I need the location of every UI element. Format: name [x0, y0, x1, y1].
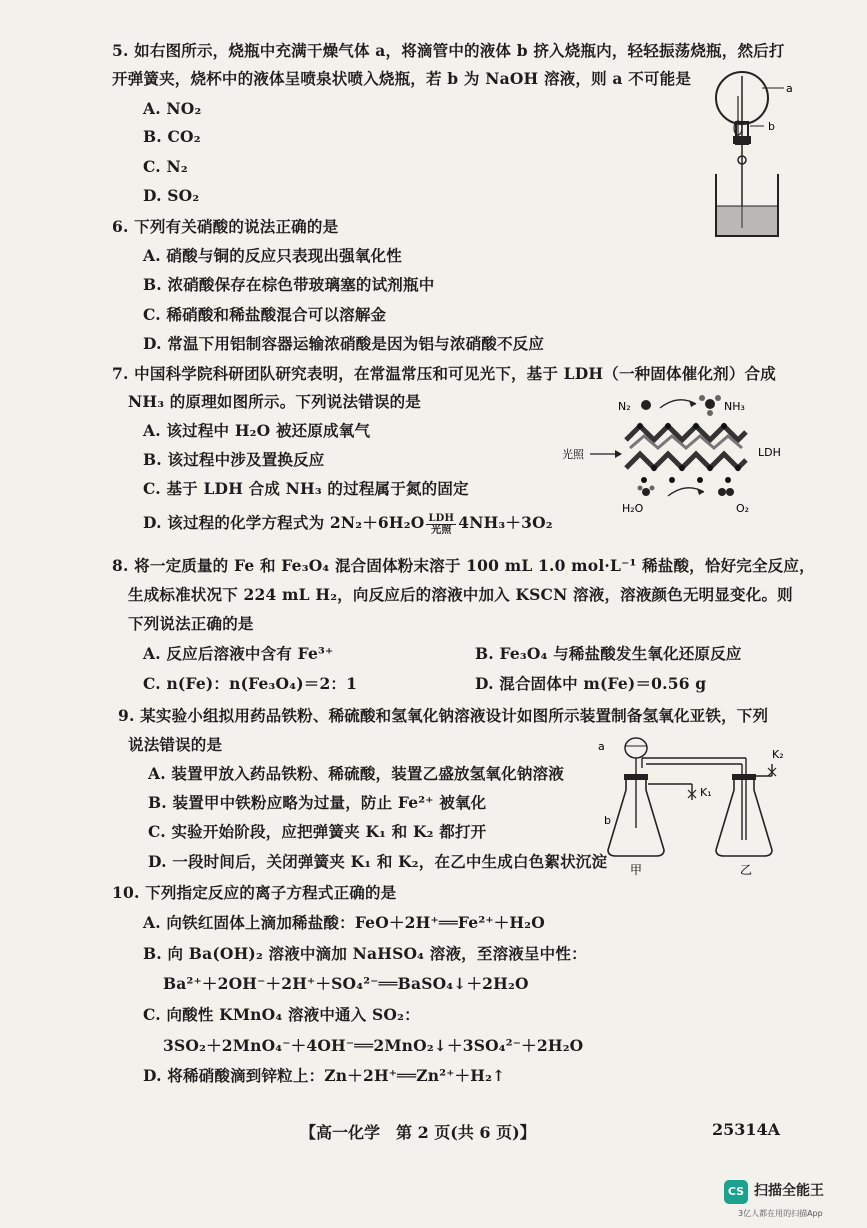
scanner-watermark	[722, 1178, 862, 1224]
q10-option-d: D. 将稀硝酸滴到锌粒上：Zn＋2H⁺══Zn²⁺＋H₂↑	[143, 1066, 506, 1085]
q5-stem-line2: 开弹簧夹，烧杯中的液体呈喷泉状喷入烧瓶，若 b 为 NaOH 溶液，则 a 不可能是	[112, 69, 692, 88]
q10-option-b-equation: Ba²⁺＋2OH⁻＋2H⁺＋SO₄²⁻══BaSO₄↓＋2H₂O	[163, 974, 529, 993]
ldh-mechanism-figure	[560, 388, 800, 518]
q8-stem-line2: 生成标准状况下 224 mL H₂，向反应后的溶液中加入 KSCN 溶液，溶液颜色无明显变化。则	[128, 585, 793, 604]
q6-option-a: A. 硝酸与铜的反应只表现出强氧化性	[143, 246, 402, 265]
q7-option-d	[143, 512, 553, 536]
q5-option-b: B. CO₂	[143, 127, 201, 146]
fountain-label-b: b	[768, 120, 775, 133]
apparatus-label-yi: 乙	[740, 863, 753, 877]
q6-option-c: C. 稀硝酸和稀盐酸混合可以溶解金	[143, 305, 387, 324]
q8-stem-line3: 下列说法正确的是	[128, 614, 254, 633]
ferrous-hydroxide-apparatus-figure	[596, 728, 811, 878]
q7-stem-line1: 7. 中国科学院科研团队研究表明，在常温常压和可见光下，基于 LDH（一种固体催化剂）合成	[112, 364, 776, 383]
ldh-label-o2: O₂	[736, 502, 750, 515]
q8-stem-line1: 8. 将一定质量的 Fe 和 Fe₃O₄ 混合固体粉末溶于 100 mL 1.0 mol·L⁻¹ 稀盐酸，恰好完全反应，	[112, 556, 815, 575]
q9-stem-line1: 9. 某实验小组拟用药品铁粉、稀硫酸和氢氧化钠溶液设计如图所示装置制备氢氧化亚铁，下列	[118, 706, 769, 725]
q9-option-d: D. 一段时间后，关闭弹簧夹 K₁ 和 K₂，在乙中生成白色絮状沉淀	[148, 852, 608, 871]
ldh-label-h2o: H₂O	[622, 502, 644, 515]
condition-bottom: 光照	[431, 524, 452, 536]
q8-option-b: B. Fe₃O₄ 与稀盐酸发生氧化还原反应	[475, 644, 742, 663]
q10-stem: 10. 下列指定反应的离子方程式正确的是	[112, 883, 397, 902]
q6-option-d: D. 常温下用铝制容器运输浓硝酸是因为铝与浓硝酸不反应	[143, 334, 545, 353]
page-footer-label: 【高一化学 第 2 页(共 6 页)】	[300, 1123, 536, 1142]
apparatus-label-jia: 甲	[630, 863, 643, 877]
q5-stem-line1: 5. 如右图所示，烧瓶中充满干燥气体 a，将滴管中的液体 b 挤入烧瓶内，轻轻振荡烧瓶，然后打	[112, 41, 785, 60]
fountain-label-a: a	[786, 82, 793, 95]
apparatus-label-k2: K₂	[772, 748, 784, 761]
q7-option-b: B. 该过程中涉及置换反应	[143, 450, 325, 469]
q9-stem-line2: 说法错误的是	[128, 735, 223, 754]
q7-stem-line2: NH₃ 的原理如图所示。下列说法错误的是	[128, 392, 421, 411]
scanner-app-name: 扫描全能王	[754, 1183, 824, 1199]
condition-top: LDH	[428, 512, 455, 524]
q9-option-b: B. 装置甲中铁粉应略为过量，防止 Fe²⁺ 被氧化	[148, 793, 487, 812]
q10-option-a: A. 向铁红固体上滴加稀盐酸：FeO＋2H⁺══Fe²⁺＋H₂O	[143, 913, 545, 932]
q8-option-c: C. n(Fe)：n(Fe₃O₄)＝2：1	[143, 674, 358, 693]
apparatus-label-b: b	[604, 814, 611, 827]
q7-option-d-post: 4NH₃＋3O₂	[458, 513, 553, 532]
ldh-label-light: 光照	[562, 448, 584, 461]
scanner-tagline: 3亿人都在用的扫描App	[738, 1209, 823, 1218]
q6-option-b: B. 浓硝酸保存在棕色带玻璃塞的试剂瓶中	[143, 275, 435, 294]
q7-option-d-pre: D. 该过程的化学方程式为 2N₂＋6H₂O	[143, 513, 425, 532]
q10-option-b: B. 向 Ba(OH)₂ 溶液中滴加 NaHSO₄ 溶液，至溶液呈中性：	[143, 944, 587, 963]
q5-option-a: A. NO₂	[143, 99, 202, 118]
apparatus-label-k1: K₁	[700, 786, 712, 799]
fountain-apparatus-figure	[700, 66, 810, 244]
q5-option-d: D. SO₂	[143, 186, 200, 205]
q10-option-c: C. 向酸性 KMnO₄ 溶液中通入 SO₂：	[143, 1005, 420, 1024]
ldh-label-ldh: LDH	[758, 446, 781, 459]
scanner-logo-icon: CS	[724, 1180, 748, 1204]
q8-option-d: D. 混合固体中 m(Fe)＝0.56 g	[475, 674, 707, 693]
q9-option-c: C. 实验开始阶段，应把弹簧夹 K₁ 和 K₂ 都打开	[148, 822, 487, 841]
q10-option-c-equation: 3SO₂＋2MnO₄⁻＋4OH⁻══2MnO₂↓＋3SO₄²⁻＋2H₂O	[163, 1036, 584, 1055]
reaction-condition	[426, 513, 456, 536]
ldh-label-n2: N₂	[618, 400, 631, 413]
q6-stem: 6. 下列有关硝酸的说法正确的是	[112, 217, 339, 236]
q7-option-a: A. 该过程中 H₂O 被还原成氧气	[143, 421, 371, 440]
q8-option-a: A. 反应后溶液中含有 Fe³⁺	[143, 644, 334, 663]
exam-code: 25314A	[712, 1120, 781, 1139]
apparatus-label-a: a	[598, 740, 605, 753]
q7-option-c: C. 基于 LDH 合成 NH₃ 的过程属于氮的固定	[143, 479, 469, 498]
q9-option-a: A. 装置甲放入药品铁粉、稀硫酸，装置乙盛放氢氧化钠溶液	[148, 764, 564, 783]
q5-option-c: C. N₂	[143, 157, 188, 176]
ldh-label-nh3: NH₃	[724, 400, 745, 413]
